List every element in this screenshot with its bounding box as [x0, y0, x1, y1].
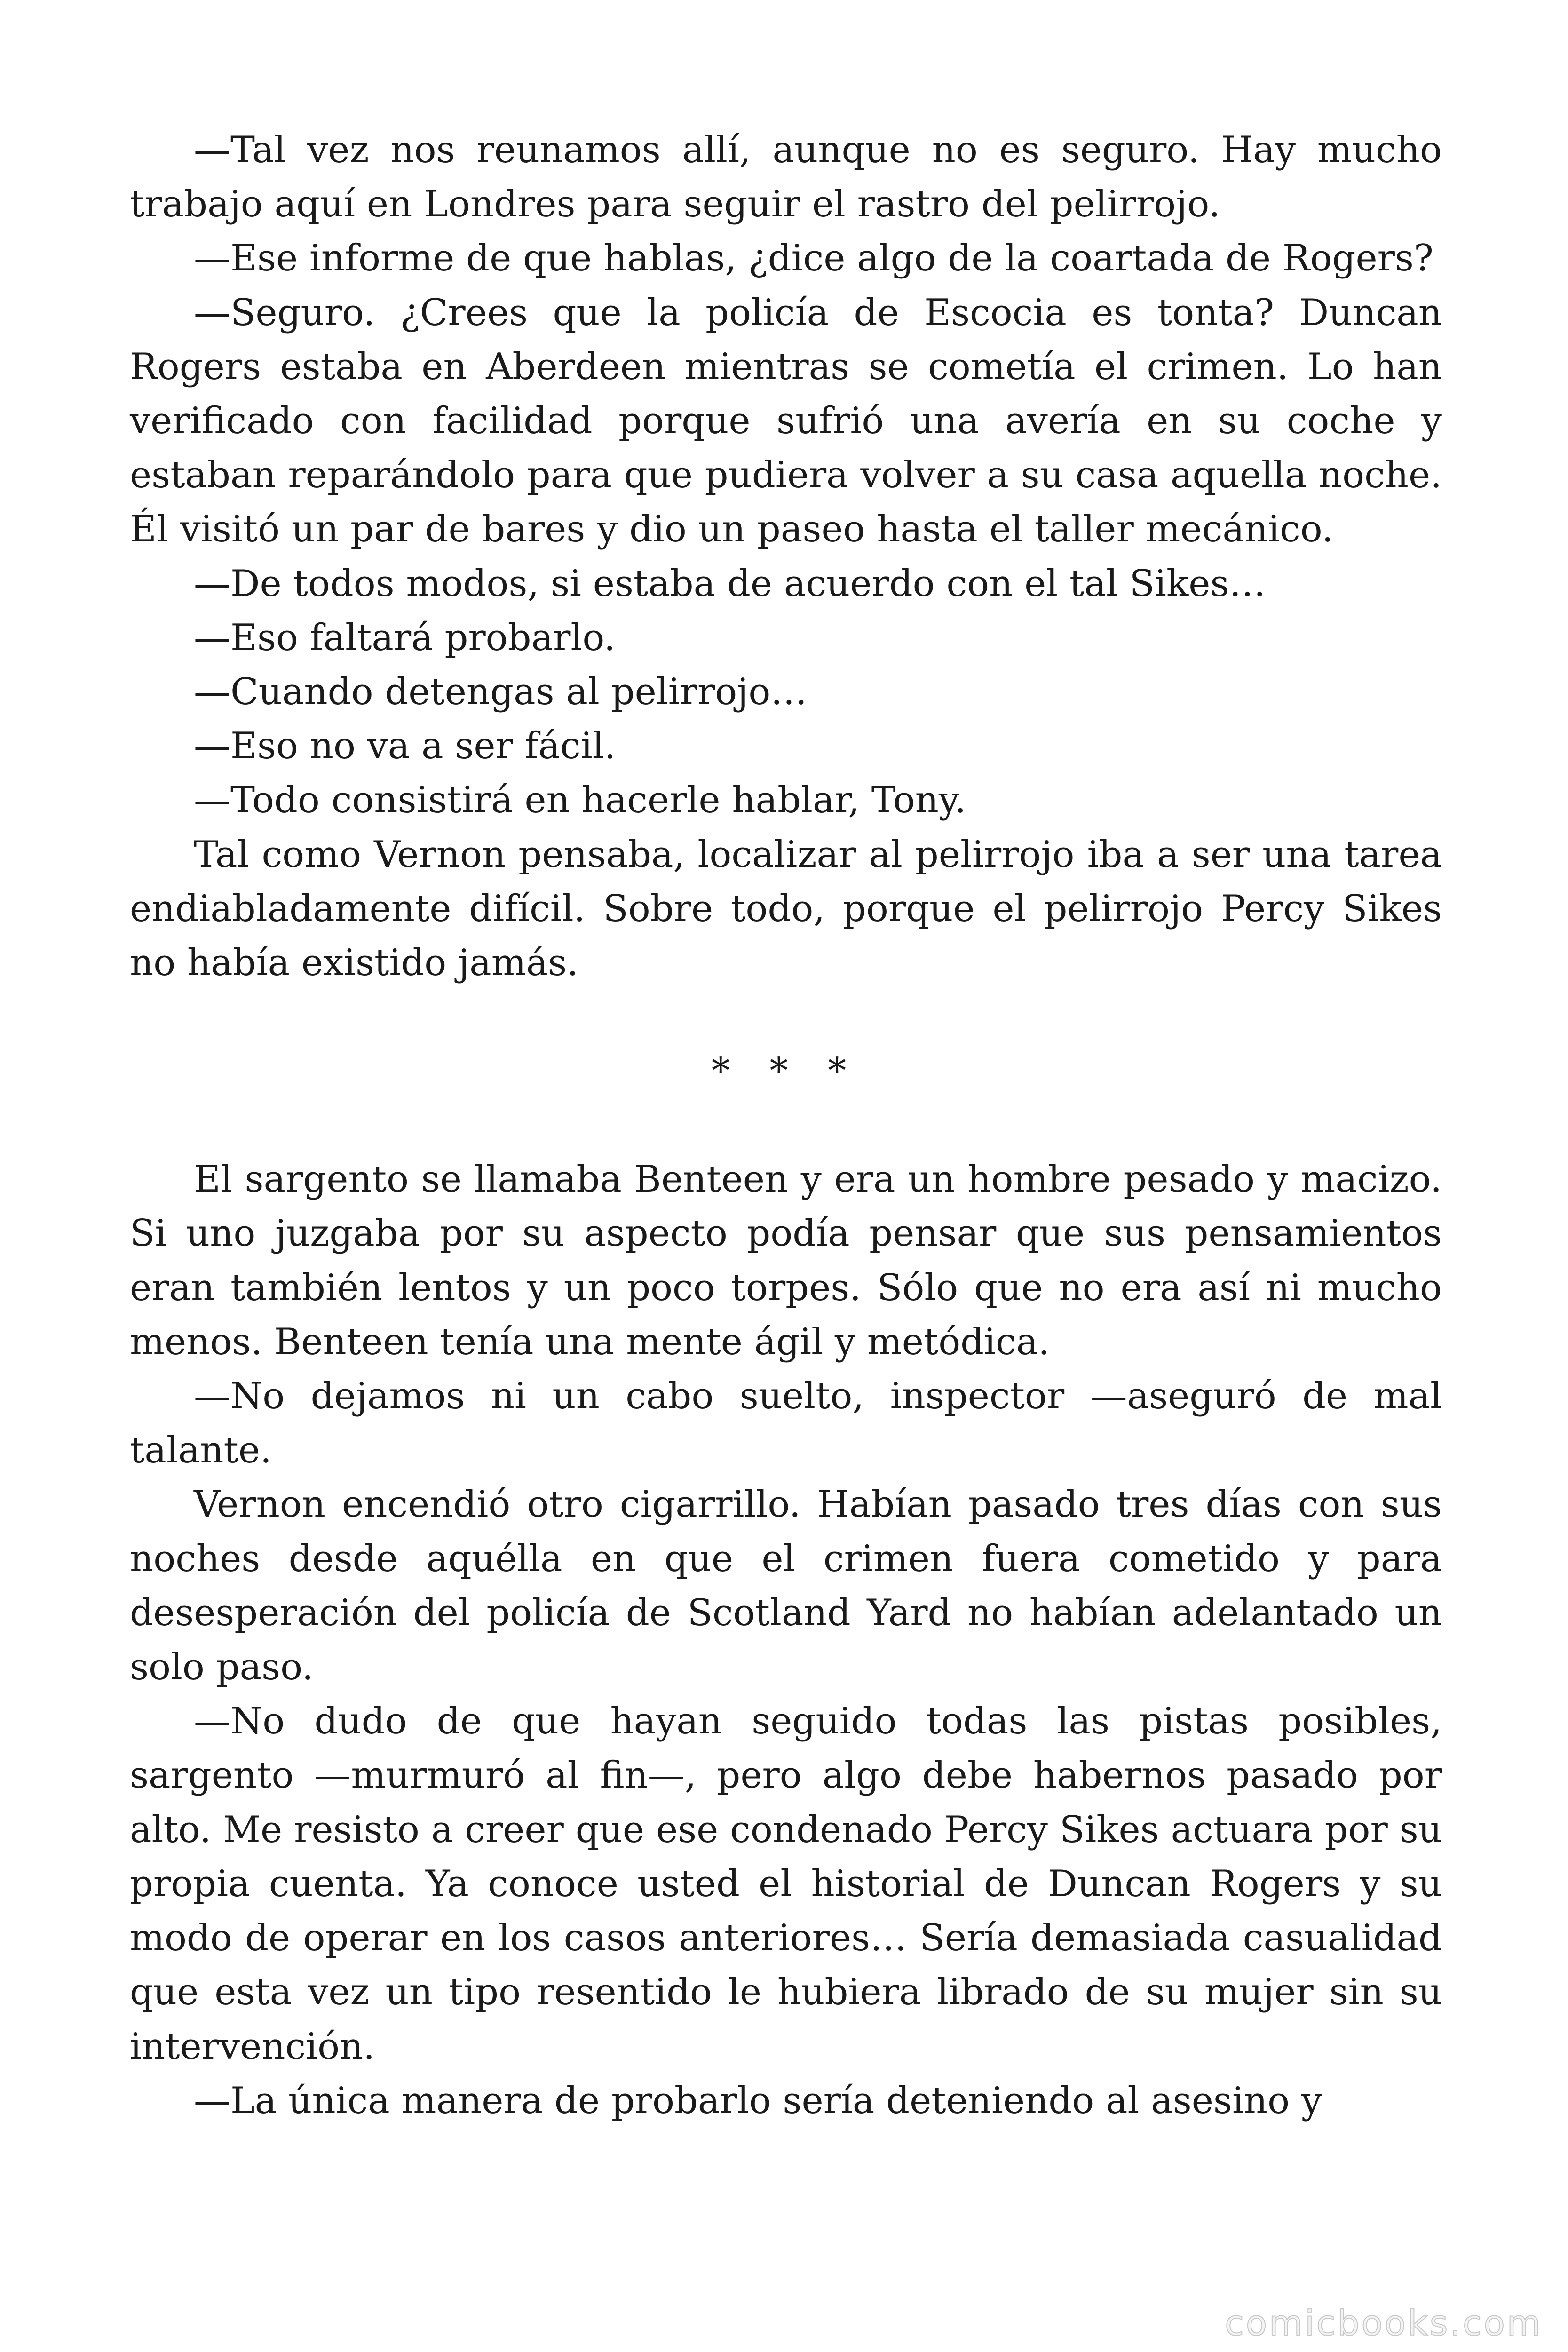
paragraph: —Ese informe de que hablas, ¿dice algo de la coartada de Rogers?: [194, 237, 1433, 280]
paragraph: —Todo consistirá en hacerle hablar, Tony.: [194, 779, 966, 822]
paragraph: —Tal vez nos reunamos allí, aunque no es seguro. Hay mucho trabajo aquí en Londres para seguir el rastro del pelirrojo.: [130, 129, 1442, 226]
paragraph: —Cuando detengas al pelirrojo…: [194, 671, 808, 714]
paragraph: —Seguro. ¿Crees que la policía de Escocia es tonta? Duncan Rogers estaba en Aberdeen mientras se cometía el crimen. Lo han verificado con facilidad porque sufrió una avería en su coche y estaban reparándolo para que pudiera volver a su casa aquella noche. Él visitó un par de bares y dio un paseo hasta el taller mecánico.: [130, 291, 1442, 551]
paragraph: —No dejamos ni un cabo suelto, inspector —aseguró de mal talante.: [130, 1375, 1442, 1472]
paragraph: —De todos modos, si estaba de acuerdo con el tal Sikes…: [194, 562, 1266, 605]
paragraph: Vernon encendió otro cigarrillo. Habían pasado tres días con sus noches desde aquélla en que el crimen fuera cometido y para desesperación del policía de Scotland Yard no habían adelantado un solo paso.: [130, 1483, 1442, 1689]
body-text: [130, 123, 1442, 2128]
paragraph: —Eso faltará probarlo.: [194, 616, 616, 659]
watermark: comicbooks.com: [1225, 2303, 1543, 2344]
paragraph: Tal como Vernon pensaba, localizar al pelirrojo iba a ser una tarea endiabladamente difícil. Sobre todo, porque el pelirrojo Percy Sikes no había existido jamás.: [130, 833, 1442, 985]
paragraph: —No dudo de que hayan seguido todas las pistas posibles, sargento —murmuró al fin—, pero algo debe habernos pasado por alto. Me resisto a creer que ese condenado Percy Sikes actuara por su propia cuenta. Ya conoce usted el historial de Duncan Rogers y su modo de operar en los casos anteriores… Sería demasiada casualidad que esta vez un tipo resentido le hubiera librado de su mujer sin su intervención.: [130, 1700, 1442, 2068]
paragraph: El sargento se llamaba Benteen y era un hombre pesado y macizo. Si uno juzgaba por su aspecto podía pensar que sus pensamientos eran también lentos y un poco torpes. Sólo que no era así ni mucho menos. Benteen tenía una mente ágil y metódica.: [130, 1158, 1442, 1363]
section-separator: * * *: [711, 1050, 861, 1093]
paragraph: —Eso no va a ser fácil.: [194, 725, 616, 768]
paragraph: —La única manera de probarlo sería deteniendo al asesino y: [194, 2079, 1322, 2122]
